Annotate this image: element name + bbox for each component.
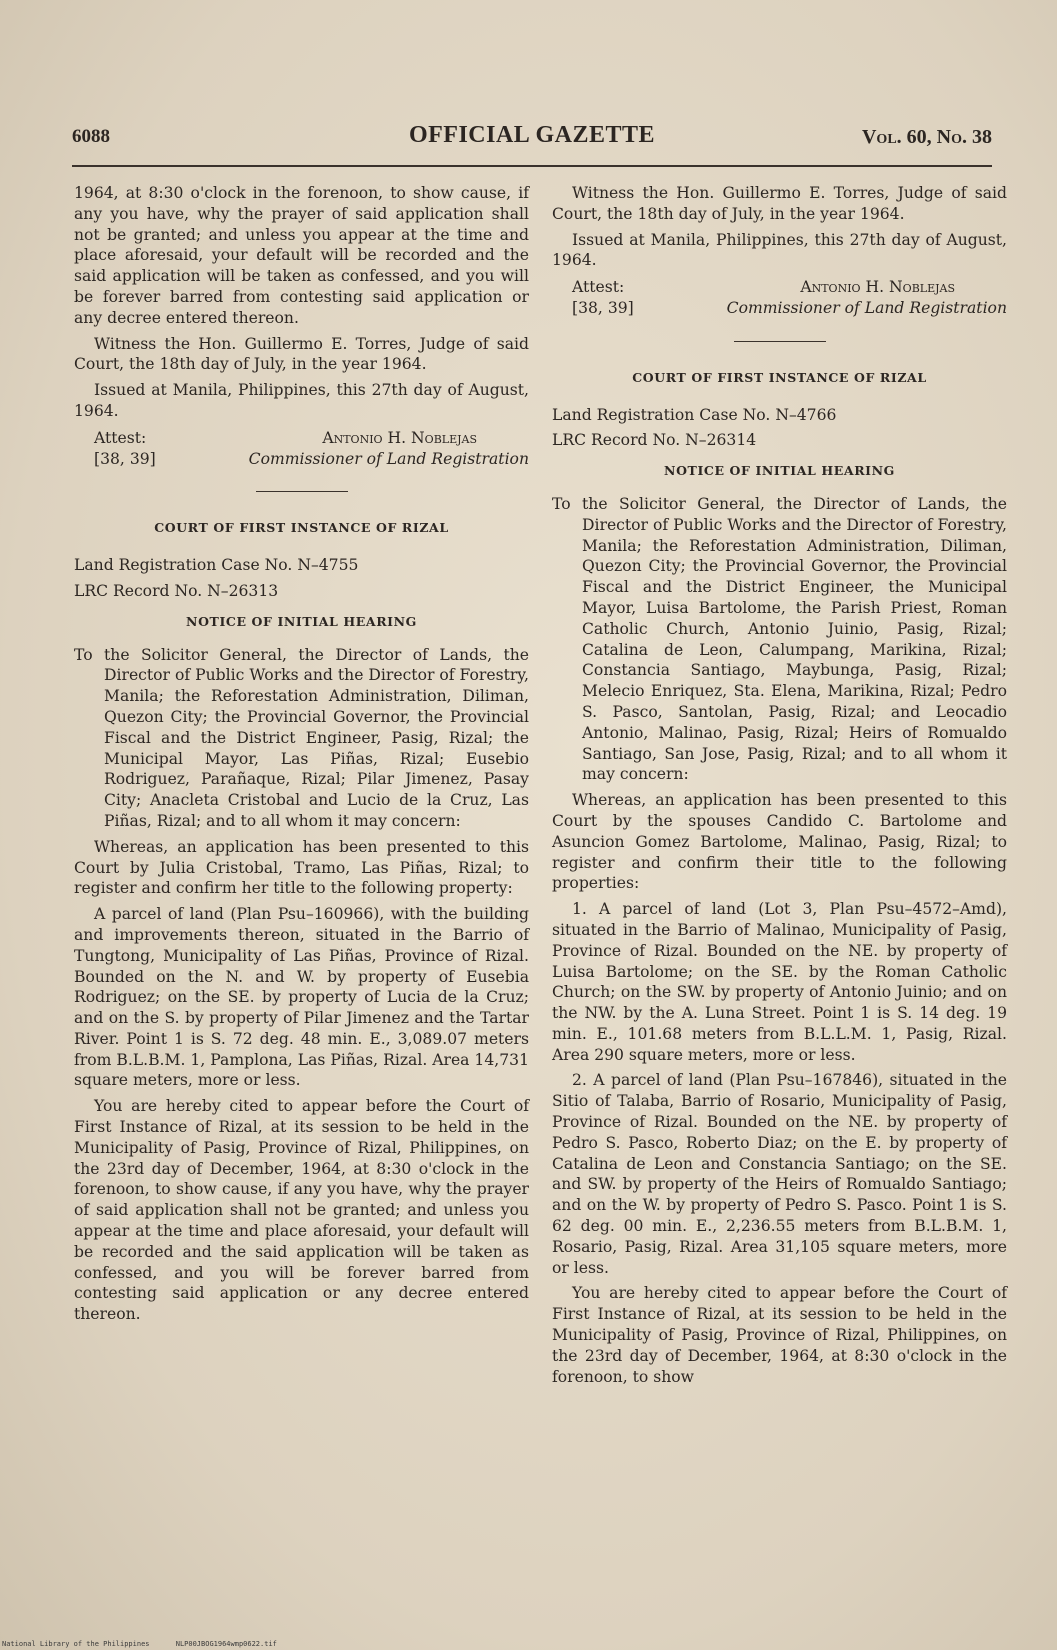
witness-paragraph: Witness the Hon. Guillermo E. Torres, Judge of said Court, the 18th day of July, in the year 1964.: [552, 184, 1007, 223]
attest-label: Attest:: [94, 428, 147, 447]
witness-paragraph: Witness the Hon. Guillermo E. Torres, Judge of said Court, the 18th day of July, in the year 1964.: [74, 334, 529, 374]
page-number: 6088: [72, 126, 110, 147]
parcel-1-paragraph: 1. A parcel of land (Lot 3, Plan Psu–4572–Amd), situated in the Barrio of Malinao, Municipality of Pasig, Province of Rizal. Bounded on the NE. by property of Luisa Bartolome; on the SE. by the Roman Catholic Church; on the SW. by property of Antonio Juinio; and on the NW. by the A. Luna Street. Point 1 is S. 14 deg. 19 min. E., 101.68 meters from B.L.L.M. 1, Pasig, Rizal. Area 290 square meters, more or less.: [552, 900, 1007, 1064]
volume-number: Vol. 60, No. 38: [861, 126, 992, 148]
notice-heading: NOTICE OF INITIAL HEARING: [664, 463, 895, 479]
addressees-paragraph: To the Solicitor General, the Director of Lands, the Director of Public Works and the Director of Forestry, Manila; the Reforestation Administration, Diliman, Quezon City; the Provincial Governor, the Provincial Fiscal and the District Engineer, Pasig, Rizal; the Municipal Mayor, Las Piñas, Rizal; Eusebio Rodriguez, Parañaque, Rizal; Pilar Jimenez, Pasay City; Anacleta Cristobal and Lucio de la Cruz, Las Piñas, Rizal; and to all whom it may concern:: [74, 645, 529, 830]
case-number: Land Registration Case No. N–4755: [74, 556, 359, 575]
continuation-paragraph: 1964, at 8:30 o'clock in the forenoon, to show cause, if any you have, why the prayer of said application shall not be granted; and unless you appear at the time and place aforesaid, your default will be recorded and the said application will be taken as confessed, and you will be forever barred from contesting said application or any decree entered thereon.: [74, 184, 529, 327]
right-column: [552, 183, 1007, 1392]
addressees-paragraph: To the Solicitor General, the Director of Lands, the Director of Public Works and the Director of Forestry, Manila; the Reforestation Administration, Diliman, Quezon City; the Provincial Governor, the Provincial Fiscal and the District Engineer, the Municipal Mayor, Luisa Bartolome, the Parish Priest, Roman Catholic Church, Antonio Juinio, Pasig, Rizal; Catalina de Leon, Calumpang, Marikina, Rizal; Constancia Santiago, Maybunga, Pasig, Rizal; Melecio Enriquez, Sta. Elena, Marikina, Rizal; Pedro S. Pasco, Santolan, Pasig, Rizal; and Leocadio Antonio, Malinao, Pasig, Rizal; Heirs of Romualdo Santiago, San Jose, Pasig, Rizal; and to all whom it may concern:: [552, 494, 1007, 784]
attest-line: [94, 428, 529, 449]
attest-title: Commissioner of Land Registration: [726, 298, 1007, 317]
court-heading: COURT OF FIRST INSTANCE OF RIZAL: [154, 520, 449, 536]
page-header: [72, 122, 992, 160]
attest-line: [572, 277, 1007, 298]
attest-label: Attest:: [572, 278, 625, 297]
lrc-record: LRC Record No. N–26313: [74, 581, 279, 600]
attest-title: Commissioner of Land Registration: [248, 449, 529, 468]
whereas-paragraph: Whereas, an application has been presented to this Court by the spouses Candido C. Bartolome and Asuncion Gomez Bartolome, Malinao, Pasig, Rizal; to register and confirm their title to the following properties:: [552, 791, 1007, 893]
section-divider: [256, 491, 348, 492]
attest-title-line: [94, 449, 529, 470]
left-column: [74, 183, 529, 1330]
whereas-paragraph: Whereas, an application has been presented to this Court by Julia Cristobal, Tramo, Las Piñas, Rizal; to register and confirm her title to the following property:: [74, 837, 529, 898]
attest-ref: [38, 39]: [94, 449, 156, 468]
attest-name: Antonio H. Noblejas: [322, 428, 477, 447]
notice-heading: NOTICE OF INITIAL HEARING: [186, 613, 417, 629]
section-divider: [734, 341, 826, 342]
court-heading: COURT OF FIRST INSTANCE OF RIZAL: [632, 369, 927, 385]
scan-footer: [2, 1640, 299, 1648]
parcel-paragraph: A parcel of land (Plan Psu–160966), with the building and improvements thereon, situated in the Barrio of Tungtong, Municipality of Las Piñas, Province of Rizal. Bounded on the N. and W. by property of Eusebia Rodriguez; on the SE. by property of Lucia de la Cruz; and on the S. by property of Pilar Jimenez and the Tartar River. Point 1 is S. 72 deg. 48 min. E., 3,089.07 meters from B.L.B.M. 1, Pamplona, Las Piñas, Rizal. Area 14,731 square meters, more or less.: [74, 905, 529, 1090]
cited-paragraph: You are hereby cited to appear before the Court of First Instance of Rizal, at its session to be held in the Municipality of Pasig, Province of Rizal, Philippines, on the 23rd day of December, 1964, at 8:30 o'clock in the forenoon, to show: [552, 1284, 1007, 1386]
cited-paragraph: You are hereby cited to appear before the Court of First Instance of Rizal, at its session to be held in the Municipality of Pasig, Province of Rizal, Philippines, on the 23rd day of December, 1964, at 8:30 o'clock in the forenoon, to show cause, if any you have, why the prayer of said application shall not be granted; and unless you appear at the time and place aforesaid, your default will be recorded and the said application will be taken as confessed, and you will be forever barred from contesting said application or any decree entered thereon.: [74, 1097, 529, 1324]
attest-title-line: [572, 298, 1007, 319]
case-number: Land Registration Case No. N–4766: [552, 405, 837, 424]
lrc-record: LRC Record No. N–26314: [552, 431, 757, 450]
parcel-2-paragraph: 2. A parcel of land (Plan Psu–167846), situated in the Sitio of Talaba, Barrio of Rosario, Municipality of Pasig, Province of Rizal. Bounded on the NE. by property of Pedro S. Pasco, Roberto Diaz; on the E. by property of Catalina de Leon and Constancia Santiago; on the SE. and SW. by property of the Heirs of Romualdo Santiago; and on the W. by property of Pedro S. Pasco. Point 1 is S. 62 deg. 00 min. E., 2,236.55 meters from B.L.B.M. 1, Rosario, Pasig, Rizal. Area 31,105 square meters, more or less.: [552, 1071, 1007, 1277]
header-rule: [72, 165, 992, 167]
footer-library: National Library of the Philippines: [2, 1640, 150, 1648]
publication-title: OFFICIAL GAZETTE: [408, 122, 656, 148]
issued-paragraph: Issued at Manila, Philippines, this 27th day of August, 1964.: [552, 230, 1007, 270]
attest-ref: [38, 39]: [572, 298, 634, 317]
attest-name: Antonio H. Noblejas: [800, 278, 955, 297]
footer-file: NLP00JBOG1964wmp0622.tif: [175, 1640, 277, 1648]
issued-paragraph: Issued at Manila, Philippines, this 27th day of August, 1964.: [74, 381, 529, 420]
